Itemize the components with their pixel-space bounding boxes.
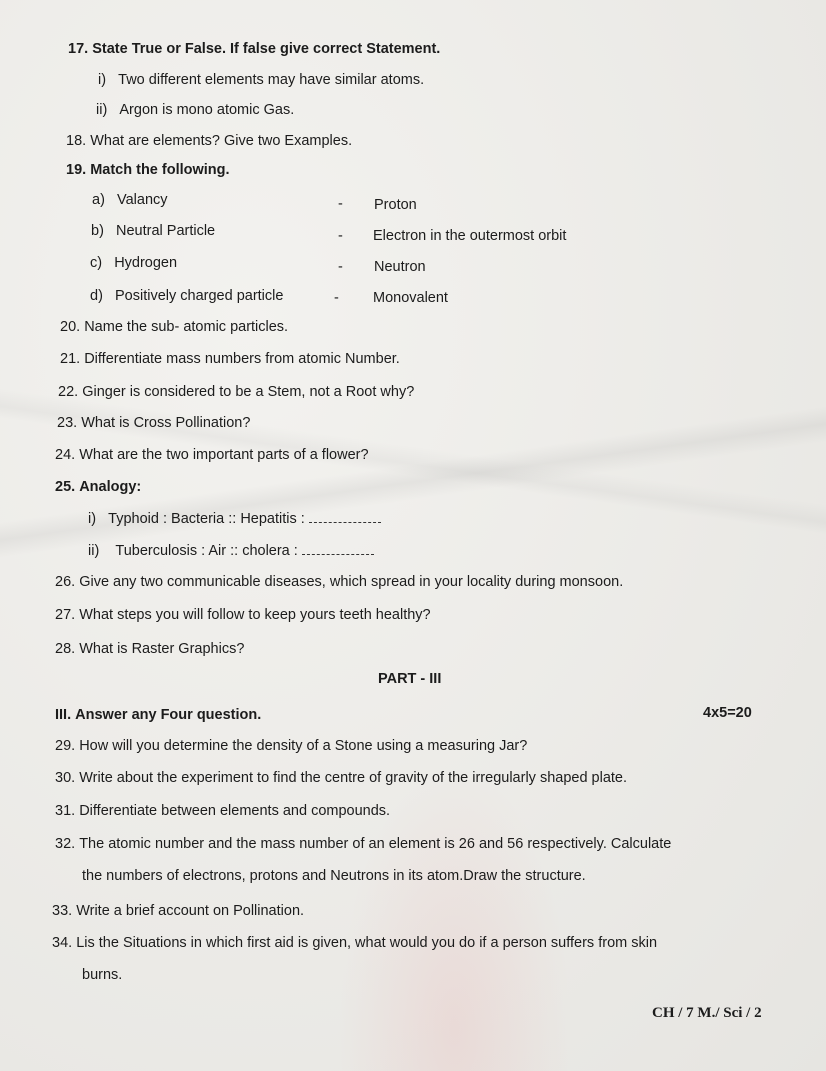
- question-19: 19. Match the following.: [66, 162, 230, 178]
- question-18: 18. What are elements? Give two Examples.: [66, 133, 353, 149]
- match-left-a: a) Valancy: [92, 192, 168, 208]
- match-dash: -: [338, 228, 343, 244]
- match-dash: -: [338, 196, 343, 212]
- match-left-c: c) Hydrogen: [90, 255, 178, 271]
- part-heading: PART - III: [378, 671, 442, 687]
- question-26: 26. Give any two communicable diseases, which spread in your locality during monsoon.: [55, 574, 624, 590]
- section-instruction: III. Answer any Four question.: [55, 707, 262, 723]
- question-21: 21. Differentiate mass numbers from atomic Number.: [60, 351, 400, 367]
- question-20: 20. Name the sub- atomic particles.: [60, 319, 289, 335]
- question-34: 34. Lis the Situations in which first aid is given, what would you do if a person suffers from skin: [52, 935, 658, 951]
- question-23: 23. What is Cross Pollination?: [57, 415, 251, 431]
- sub-item: ii) Argon is mono atomic Gas.: [96, 102, 295, 118]
- question-28: 28. What is Raster Graphics?: [55, 641, 245, 657]
- match-left-b: b) Neutral Particle: [91, 223, 216, 239]
- question-27: 27. What steps you will follow to keep yours teeth healthy?: [55, 607, 431, 623]
- question-text: State True or False. If false give correct Statement.: [92, 41, 441, 57]
- question-32: 32. The atomic number and the mass number of an element is 26 and 56 respectively. Calculate: [55, 836, 672, 852]
- match-right-b: Electron in the outermost orbit: [373, 228, 567, 244]
- match-right-a: Proton: [374, 197, 417, 213]
- question-29: 29. How will you determine the density of a Stone using a measuring Jar?: [55, 738, 528, 754]
- question-31: 31. Differentiate between elements and compounds.: [55, 803, 391, 819]
- question-32-cont: the numbers of electrons, protons and Neutrons in its atom.Draw the structure.: [82, 868, 586, 884]
- question-24: 24. What are the two important parts of a flower?: [55, 447, 369, 463]
- answer-blank: [302, 542, 374, 555]
- question-30: 30. Write about the experiment to find the centre of gravity of the irregularly shaped plate.: [55, 770, 628, 786]
- question-number: 17.: [68, 41, 89, 57]
- analogy-item: i) Typhoid : Bacteria :: Hepatitis :: [88, 510, 381, 528]
- match-dash: -: [334, 290, 339, 306]
- answer-blank: [309, 510, 381, 523]
- question-25: 25. Analogy:: [55, 479, 142, 495]
- match-left-d: d) Positively charged particle: [90, 288, 284, 304]
- match-dash: -: [338, 259, 343, 275]
- match-right-d: Monovalent: [373, 290, 448, 306]
- question-33: 33. Write a brief account on Pollination.: [52, 903, 305, 919]
- match-right-c: Neutron: [374, 259, 426, 275]
- analogy-item: ii) Tuberculosis : Air :: cholera :: [88, 542, 374, 560]
- question-22: 22. Ginger is considered to be a Stem, not a Root why?: [58, 384, 415, 400]
- marks-label: 4x5=20: [703, 705, 752, 721]
- question-34-cont: burns.: [82, 967, 123, 983]
- question-17: [68, 40, 440, 58]
- sub-item: i) Two different elements may have similar atoms.: [98, 72, 425, 88]
- paper-code: CH / 7 M./ Sci / 2: [652, 1005, 762, 1021]
